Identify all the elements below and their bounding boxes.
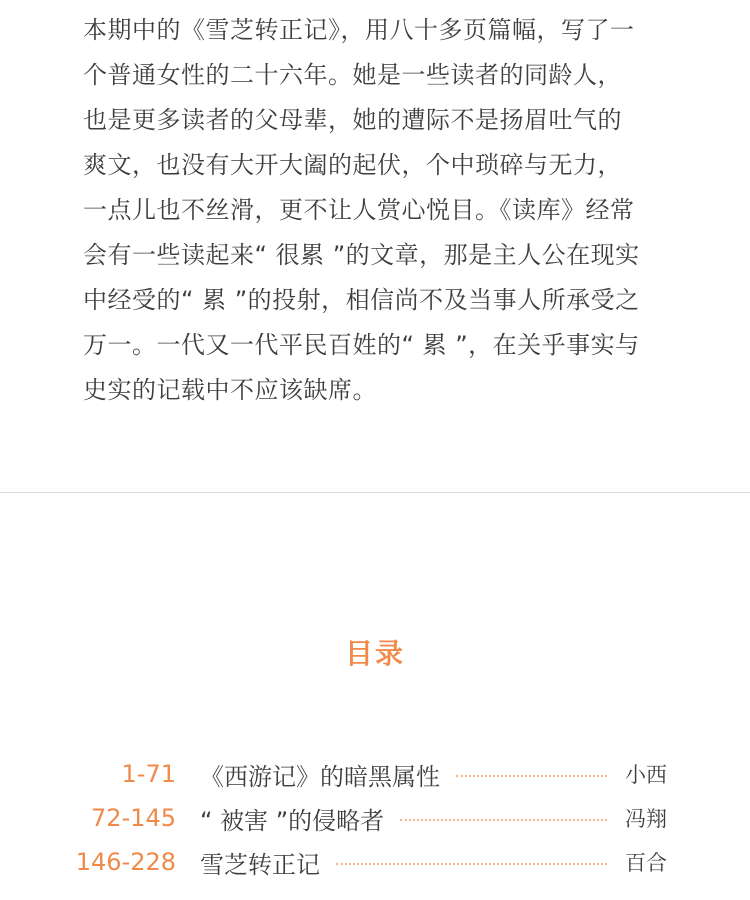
intro-line: 本期中的《雪芝转正记》，用八十多页篇幅，写了一 bbox=[83, 16, 635, 44]
toc-entry[interactable] bbox=[0, 796, 750, 840]
toc-leader-dots bbox=[400, 819, 607, 821]
toc-leader-dots bbox=[456, 775, 607, 777]
toc-page-range: 1-71 bbox=[121, 760, 176, 788]
toc-title: 目录 bbox=[344, 637, 405, 670]
intro-line: 中经受的“ 累 ”的投射，相信尚不及当事人所承受之 bbox=[83, 286, 640, 314]
toc-article-title[interactable]: “ 被害 ”的侵略者 bbox=[200, 806, 385, 835]
toc-article-title[interactable]: 雪芝转正记 bbox=[200, 850, 320, 879]
toc-author: 小西 bbox=[625, 763, 667, 787]
intro-line: 一点儿也不丝滑，更不让人赏心悦目。《读库》经常 bbox=[83, 196, 635, 224]
toc-entry[interactable] bbox=[0, 840, 750, 884]
toc-author: 冯翔 bbox=[625, 807, 667, 831]
intro-paragraph bbox=[83, 8, 673, 413]
toc-page-range: 146-228 bbox=[75, 848, 176, 876]
toc-author: 百合 bbox=[625, 851, 667, 875]
intro-line: 史实的记载中不应该缺席。 bbox=[83, 376, 377, 404]
toc-list bbox=[0, 752, 750, 884]
intro-line: 个普通女性的二十六年。她是一些读者的同龄人， bbox=[83, 61, 622, 89]
intro-line: 也是更多读者的父母辈，她的遭际不是扬眉吐气的 bbox=[83, 106, 622, 134]
intro-line: 爽文，也没有大开大阖的起伏，个中琐碎与无力， bbox=[83, 151, 622, 179]
section-divider bbox=[0, 492, 750, 493]
intro-line: 会有一些读起来“ 很累 ”的文章，那是主人公在现实 bbox=[83, 241, 640, 269]
toc-article-title[interactable]: 《西游记》的暗黑属性 bbox=[200, 762, 440, 791]
toc-leader-dots bbox=[336, 863, 607, 865]
toc-page-range: 72-145 bbox=[90, 804, 176, 832]
intro-line: 万一。一代又一代平民百姓的“ 累 ”，在关乎事实与 bbox=[83, 331, 640, 359]
toc-entry[interactable] bbox=[0, 752, 750, 796]
